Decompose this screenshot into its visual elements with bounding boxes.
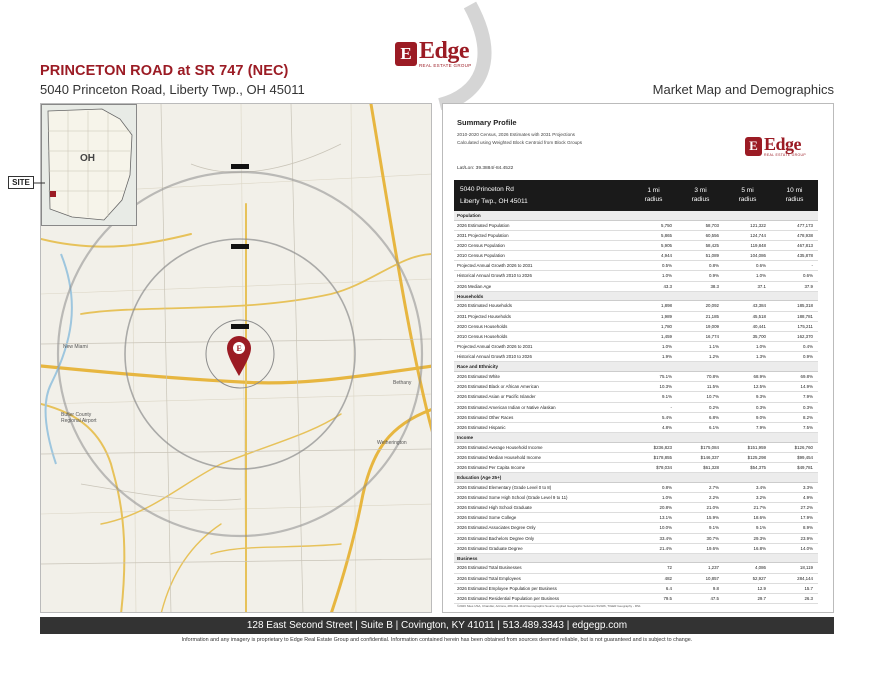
table-cell: 27.2% xyxy=(800,505,813,510)
row-label: 2031 Projected Population xyxy=(457,232,509,238)
table-cell: 21.0% xyxy=(706,505,719,510)
contact-footer: 128 East Second Street | Suite B | Covington, KY 41011 | 513.489.3343 | edgegp.com xyxy=(40,617,834,634)
location-city: Liberty Twp., OH 45011 xyxy=(460,197,528,205)
table-cell: 175,211 xyxy=(797,323,813,329)
table-cell: 0.9% xyxy=(802,354,813,360)
table-cell: $151,959 xyxy=(747,444,766,450)
table-cell: 3.2% xyxy=(755,494,766,500)
table-cell: 104,086 xyxy=(750,253,766,259)
table-row xyxy=(454,342,818,352)
table-cell: 0.8% xyxy=(708,263,719,269)
table-cell: 7.5% xyxy=(802,424,813,430)
column-header: 1 mi radius xyxy=(644,186,663,203)
table-cell: 21.4% xyxy=(659,545,672,551)
table-row xyxy=(454,403,818,413)
table-cell: - xyxy=(670,404,672,410)
table-row xyxy=(454,594,818,604)
table-cell: 43.3 xyxy=(663,283,672,289)
table-cell: 7.9% xyxy=(755,424,766,430)
disclaimer: Information and any imagery is proprietary to Edge Real Estate Group and confidential. Information contained herein has been obtained from sources deemed reliable, but is not guaranteed and is subject to change. xyxy=(181,637,693,643)
row-label: 2026 Estimated American Indian or Native Alaskan xyxy=(457,404,556,410)
table-cell: 8.9% xyxy=(802,525,813,531)
table-section-header: Population xyxy=(454,211,818,221)
table-cell: 19.6% xyxy=(706,545,719,551)
table-cell: 1.3% xyxy=(755,354,766,360)
table-cell: 47.5 xyxy=(710,596,719,601)
table-cell: 0.2% xyxy=(708,404,719,410)
table-row xyxy=(454,523,818,533)
table-cell: 29.3% xyxy=(753,535,766,541)
summary-subtitle-line: Calculated using Weighted Block Centroid from Block Groups xyxy=(457,139,583,145)
table-section-header: Business xyxy=(454,554,818,564)
table-cell: 13.1% xyxy=(659,515,672,521)
table-cell: 16,774 xyxy=(705,333,719,339)
table-row xyxy=(454,352,818,362)
table-cell: $78,034 xyxy=(656,464,672,470)
table-cell: 0.5% xyxy=(661,263,672,269)
table-row xyxy=(454,544,818,554)
table-cell: 12.9 xyxy=(757,585,766,591)
logo-subtitle: REAL ESTATE GROUP xyxy=(419,63,472,69)
data-source-footnote: ©2026 Sites USA, Chandler, Arizona, 480-491-1112 Demographic Source: Applied Geographic Solutions 5/2026, TIGER Geography - RS1 xyxy=(457,604,641,608)
table-cell: 12.5% xyxy=(753,384,766,390)
table-section-header: Income xyxy=(454,433,818,443)
table-cell: 23.9% xyxy=(800,535,813,541)
demographics-panel xyxy=(442,103,834,613)
row-label: Historical Annual Growth 2010 to 2026 xyxy=(457,354,532,360)
table-cell: $99,454 xyxy=(797,454,813,460)
table-cell: 58,425 xyxy=(705,242,719,248)
row-label: Historical Annual Growth 2010 to 2026 xyxy=(457,273,532,279)
table-cell: 38.3 xyxy=(710,283,719,289)
table-cell: 435,878 xyxy=(797,253,813,259)
table-row xyxy=(454,443,818,453)
row-label: 2026 Estimated Per Capita Income xyxy=(457,464,526,470)
table-cell: 9.0% xyxy=(755,414,766,420)
table-cell: 72 xyxy=(667,565,672,571)
row-label: 2020 Census Households xyxy=(457,323,508,329)
row-label: 2026 Estimated Elementary (Grade Level 0 to 8) xyxy=(457,484,552,490)
table-row xyxy=(454,312,818,322)
table-cell: 10.7% xyxy=(706,394,719,400)
table-cell: 0.3% xyxy=(802,404,813,410)
row-label: 2026 Estimated Average Household Income xyxy=(457,444,543,450)
row-label: 2020 Census Population xyxy=(457,242,505,248)
row-label: 2026 Estimated Households xyxy=(457,303,512,309)
table-cell: 79.5 xyxy=(663,596,672,601)
row-label: 2026 Estimated Some College xyxy=(457,515,517,521)
table-cell: 69.8% xyxy=(800,373,813,379)
table-cell: 20.8% xyxy=(659,505,672,510)
table-cell: 26.3 xyxy=(804,596,813,601)
table-cell: 18,119 xyxy=(799,565,813,571)
table-cell: 18.6% xyxy=(753,515,766,521)
table-cell: 10.3% xyxy=(659,384,672,390)
table-cell: 482 xyxy=(664,575,672,581)
table-cell: 68.9% xyxy=(753,373,766,379)
row-label: 2026 Estimated High School Graduate xyxy=(457,505,532,510)
table-cell: 0.8% xyxy=(661,484,672,490)
table-cell: 9.1% xyxy=(755,525,766,531)
table-cell: $126,760 xyxy=(794,444,813,450)
table-cell: 43,384 xyxy=(752,303,766,309)
table-cell: $175,084 xyxy=(700,444,719,450)
table-cell: 6.1% xyxy=(708,424,719,430)
table-section-header: Households xyxy=(454,292,818,302)
market-map xyxy=(40,103,432,613)
table-row xyxy=(454,332,818,342)
table-cell: 1.0% xyxy=(755,344,766,350)
lat-lon: Lat/Lon: 39.3884/-84.4522 xyxy=(457,166,514,171)
table-cell: 0.9% xyxy=(708,273,719,279)
table-cell: 1.0% xyxy=(661,494,672,500)
table-cell: 6.8% xyxy=(708,414,719,420)
table-cell: 5,865 xyxy=(661,232,672,238)
table-cell: 185,318 xyxy=(797,303,813,309)
edge-logo-mark-icon: E xyxy=(745,137,762,156)
row-label: 2026 Estimated Total Employees xyxy=(457,575,521,581)
table-cell: 33.4% xyxy=(659,535,672,541)
table-cell: 16.8% xyxy=(753,545,766,551)
ohio-inset-map xyxy=(41,104,137,226)
table-cell: 1.0% xyxy=(661,273,672,279)
table-cell: 37.1 xyxy=(757,283,766,289)
table-cell: 5,905 xyxy=(661,242,672,248)
table-row xyxy=(454,413,818,423)
table-cell: 188,781 xyxy=(797,313,813,319)
table-cell: 9.3% xyxy=(755,394,766,400)
row-label: 2026 Estimated White xyxy=(457,373,500,379)
row-label: 2026 Estimated Hispanic xyxy=(457,424,506,430)
table-row xyxy=(454,513,818,523)
table-cell: 21,185 xyxy=(705,313,719,319)
table-cell: 1.2% xyxy=(708,354,719,360)
row-label: 2026 Estimated Total Businesses xyxy=(457,565,522,571)
table-row xyxy=(454,563,818,573)
table-row xyxy=(454,231,818,241)
table-cell: 4.8% xyxy=(661,424,672,430)
table-cell: 7.9% xyxy=(802,394,813,400)
table-row xyxy=(454,251,818,261)
table-header xyxy=(454,180,818,211)
table-row xyxy=(454,483,818,493)
site-tag: SITE xyxy=(8,176,34,189)
table-cell: 4,086 xyxy=(755,565,766,571)
row-label: 2026 Estimated Black or African American xyxy=(457,384,539,390)
table-cell: 284,144 xyxy=(797,575,813,581)
site-pointer-icon xyxy=(34,180,46,186)
table-cell: 58,703 xyxy=(705,222,719,228)
edge-logo-mark-icon: E xyxy=(395,42,417,66)
row-label: 2031 Projected Households xyxy=(457,313,511,319)
map-place-label: Butler County Regional Airport xyxy=(61,412,97,424)
table-cell: 14.0% xyxy=(800,545,813,551)
table-cell: 17.9% xyxy=(800,515,813,521)
site-marker-icon xyxy=(227,336,251,376)
table-row xyxy=(454,322,818,332)
row-label: 2026 Estimated Residential Population per Business xyxy=(457,596,560,601)
row-label: 2026 Estimated Population xyxy=(457,222,510,228)
row-label: 2010 Census Households xyxy=(457,333,508,339)
table-cell: 70.8% xyxy=(706,373,719,379)
row-label: 2026 Estimated Employee Population per Business xyxy=(457,585,557,591)
row-label: 2026 Estimated Other Races xyxy=(457,414,514,420)
table-cell: 1,237 xyxy=(708,565,719,571)
column-header: 10 mi radius xyxy=(785,186,804,203)
map-place-label: Bethany xyxy=(393,380,412,386)
property-title: PRINCETON ROAD at SR 747 (NEC) xyxy=(40,63,289,79)
table-row xyxy=(454,453,818,463)
row-label: 2010 Census Population xyxy=(457,253,505,259)
table-cell: 477,173 xyxy=(797,222,813,228)
summary-title: Summary Profile xyxy=(457,118,517,127)
table-row xyxy=(454,392,818,402)
table-row xyxy=(454,574,818,584)
table-cell: 11.5% xyxy=(706,384,719,390)
table-cell: $125,298 xyxy=(747,454,766,460)
table-row xyxy=(454,584,818,594)
table-cell: 9.8 xyxy=(712,585,719,591)
map-place-label: Wetherington xyxy=(377,440,407,446)
table-cell: $49,781 xyxy=(797,464,813,470)
table-cell: 467,813 xyxy=(797,242,813,248)
inset-state-label: OH xyxy=(80,153,95,164)
table-cell: 3.3% xyxy=(802,484,813,490)
table-cell: 1.0% xyxy=(755,273,766,279)
table-cell: 5.4% xyxy=(661,414,672,420)
table-cell: 60,556 xyxy=(705,232,719,238)
table-cell: 29.7 xyxy=(757,596,766,601)
table-cell: 9.1% xyxy=(661,394,672,400)
row-label: Projected Annual Growth 2026 to 2031 xyxy=(457,263,533,269)
table-row xyxy=(454,493,818,503)
table-cell: 478,938 xyxy=(797,232,813,238)
table-cell: $178,855 xyxy=(653,454,672,460)
table-row xyxy=(454,271,818,281)
row-label: 2026 Estimated Bachelors Degree Only xyxy=(457,535,535,541)
table-cell: 1,459 xyxy=(661,333,672,339)
table-row xyxy=(454,241,818,251)
row-label: 2026 Estimated Asian or Pacific Islander xyxy=(457,394,536,400)
table-cell: 119,848 xyxy=(750,242,766,248)
table-cell: $236,823 xyxy=(653,444,672,450)
table-cell: 1.0% xyxy=(661,344,672,350)
table-cell: 45,518 xyxy=(752,313,766,319)
table-cell: 0.6% xyxy=(802,273,813,279)
table-body xyxy=(454,211,818,604)
table-row xyxy=(454,382,818,392)
table-cell: 121,322 xyxy=(750,222,766,228)
row-label: Projected Annual Growth 2026 to 2031 xyxy=(457,344,533,350)
panel-edge-logo xyxy=(745,132,815,160)
table-cell: 1,780 xyxy=(661,323,672,329)
table-cell: 30.7% xyxy=(706,535,719,541)
table-row xyxy=(454,534,818,544)
table-row xyxy=(454,301,818,311)
row-label: 2026 Estimated Associates Degree Only xyxy=(457,525,536,531)
table-cell: 9.1% xyxy=(708,525,719,531)
table-cell: 10.0% xyxy=(659,525,672,531)
table-cell: 1,989 xyxy=(661,313,672,319)
table-row xyxy=(454,282,818,292)
table-cell: 6.4 xyxy=(665,585,672,591)
table-row xyxy=(454,261,818,271)
row-label: 2026 Estimated Graduate Degree xyxy=(457,545,523,551)
table-cell: 15.7 xyxy=(804,585,813,591)
summary-subtitle-line: 2010-2020 Census, 2026 Estimates with 2031 Projections xyxy=(457,132,575,137)
table-row xyxy=(454,423,818,433)
table-cell: 20,092 xyxy=(705,303,719,309)
property-address: 5040 Princeton Road, Liberty Twp., OH 45011 xyxy=(40,82,305,97)
table-cell: 3.4% xyxy=(755,484,766,490)
table-cell: 40,441 xyxy=(752,323,766,329)
document-heading: Market Map and Demographics xyxy=(652,82,834,97)
table-cell: 0.6% xyxy=(755,263,766,269)
table-cell: 0.4% xyxy=(802,344,813,350)
table-cell: 4,944 xyxy=(661,253,672,259)
row-label: 2026 Estimated Some High School (Grade Level 9 to 11) xyxy=(457,494,568,500)
table-cell: $61,328 xyxy=(703,464,719,470)
table-cell: 15.9% xyxy=(706,515,719,521)
table-cell: 21.7% xyxy=(753,505,766,510)
table-cell: 2.2% xyxy=(708,494,719,500)
table-row xyxy=(454,503,818,513)
table-cell: 4.9% xyxy=(802,494,813,500)
table-cell: 124,744 xyxy=(750,232,766,238)
table-cell: 75.1% xyxy=(659,373,672,379)
table-cell: 10,857 xyxy=(705,575,719,581)
summary-subtitle xyxy=(457,131,697,147)
table-cell: 1.1% xyxy=(708,344,719,350)
table-cell: 19,009 xyxy=(705,323,719,329)
logo-word: Edge xyxy=(419,38,470,65)
column-header: 3 mi radius xyxy=(691,186,710,203)
edge-logo xyxy=(395,37,490,71)
table-cell: 52,927 xyxy=(752,575,766,581)
table-cell: 1.9% xyxy=(661,354,672,360)
table-cell: $146,337 xyxy=(700,454,719,460)
table-cell: 37.9 xyxy=(804,283,813,289)
table-section-header: Education (Age 25+) xyxy=(454,473,818,483)
table-cell: 0.3% xyxy=(755,404,766,410)
table-cell: 2.7% xyxy=(708,484,719,490)
column-header: 5 mi radius xyxy=(738,186,757,203)
table-cell: 162,370 xyxy=(797,333,813,339)
logo-word: Edge xyxy=(764,133,802,154)
row-label: 2026 Median Age xyxy=(457,283,492,289)
table-row xyxy=(454,372,818,382)
table-cell: 14.9% xyxy=(800,384,813,390)
logo-subtitle: REAL ESTATE GROUP xyxy=(764,152,806,157)
table-row xyxy=(454,221,818,231)
table-location-header xyxy=(454,184,630,207)
location-name: 5040 Princeton Rd xyxy=(460,186,514,194)
table-cell: - xyxy=(811,263,813,269)
table-cell: 5,750 xyxy=(661,222,672,228)
table-cell: 35,700 xyxy=(752,333,766,339)
table-cell: 51,089 xyxy=(705,253,719,259)
table-cell: $54,375 xyxy=(750,464,766,470)
svg-text:E: E xyxy=(236,344,242,353)
table-cell: 8.2% xyxy=(802,414,813,420)
table-cell: 1,898 xyxy=(661,303,672,309)
demographics-table xyxy=(454,180,818,604)
table-row xyxy=(454,463,818,473)
table-section-header: Race and Ethnicity xyxy=(454,362,818,372)
row-label: 2026 Estimated Median Household Income xyxy=(457,454,541,460)
map-place-label: New Miami xyxy=(63,344,88,350)
